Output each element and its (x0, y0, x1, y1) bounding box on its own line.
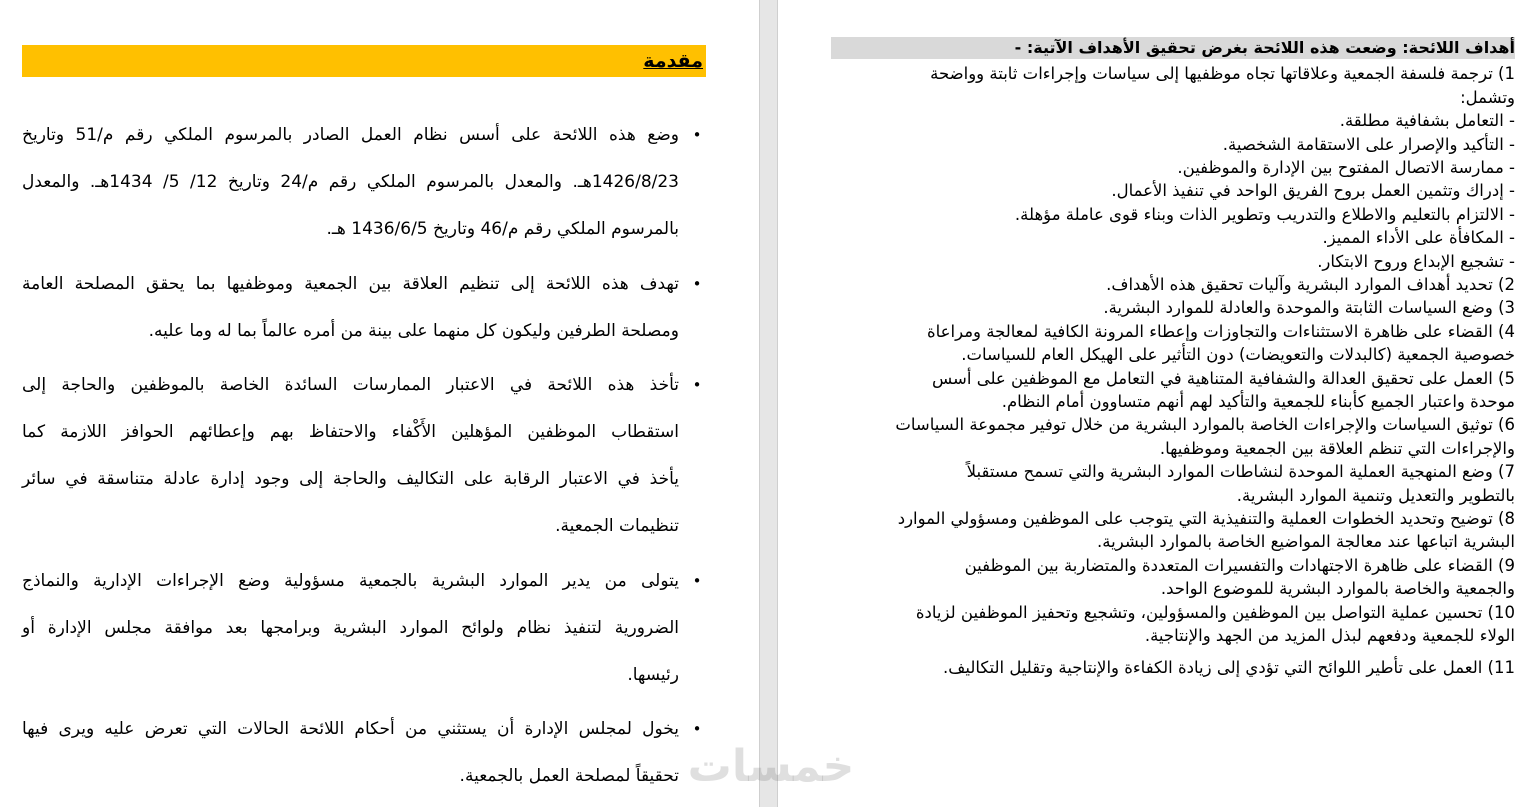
objective-line[interactable]: البشرية اتباعها عند معالجة المواضيع الخاصة بالموارد البشرية. (1097, 532, 1515, 552)
intro-heading-bar[interactable] (22, 45, 706, 77)
objective-line[interactable]: 11) العمل على تأطير اللوائح التي تؤدي إلى زيادة الكفاءة والإنتاجية وتقليل التكاليف. (943, 658, 1515, 678)
bullet-marker: • (692, 720, 702, 738)
objective-item[interactable] (834, 62, 1515, 273)
objective-line[interactable]: والإجراءات التي تنظم العلاقة بين الجمعية وموظفيها. (1159, 438, 1515, 458)
paragraph-line[interactable]: تحقيقاً لمصلحة العمل بالجمعية. (459, 766, 679, 786)
paragraph-line[interactable]: رئيسها. (627, 664, 679, 685)
paragraph-line[interactable]: استقطاب الموظفين المؤهلين الأَكْفاء والاحتفاظ بهم وإعطائهم الحوافز اللازمة كما (22, 422, 679, 442)
objectives-list (834, 62, 1515, 680)
bullet-paragraph[interactable] (22, 362, 702, 550)
objective-item[interactable] (834, 413, 1515, 460)
bullet-marker: • (692, 274, 702, 293)
bullet-paragraph[interactable] (22, 706, 702, 800)
objective-line[interactable]: والجمعية والخاصة بالموارد البشرية للموضوع الواحد. (1160, 579, 1515, 599)
paragraph-line[interactable]: ومصلحة الطرفين وليكون كل منهما على بينة من أمره عالماً بما له وما عليه. (148, 320, 679, 341)
bullet-marker: • (692, 126, 702, 144)
objective-subpoint[interactable]: - تشجيع الإبداع وروح الابتكار. (1317, 251, 1515, 271)
watermark-logo: خمسات (687, 741, 855, 792)
paragraph-line[interactable]: تنظيمات الجمعية. (555, 516, 679, 536)
paragraph-line[interactable]: يأخذ في الاعتبار الرقابة على التكاليف والحاجة إلى وجود إدارة عادلة متناسقة في سائر (22, 469, 679, 489)
objective-line[interactable]: 6) توثيق السياسات والإجراءات الخاصة بالموارد البشرية من خلال توفير مجموعة السياسات (895, 415, 1515, 435)
objective-line[interactable]: 3) وضع السياسات الثابتة والموحدة والعادلة للموارد البشرية. (1103, 298, 1515, 318)
objective-subpoint[interactable]: - الالتزام بالتعليم والاطلاع والتدريب وتطوير الذات وبناء قوى عاملة مؤهلة. (1014, 204, 1515, 224)
objective-subpoint[interactable]: - التعامل بشفافية مطلقة. (1339, 111, 1515, 131)
objective-item[interactable] (834, 367, 1515, 414)
objective-item[interactable] (834, 656, 1515, 679)
objective-line[interactable]: بالتطوير والتعديل وتنمية الموارد البشرية. (1236, 485, 1515, 505)
objective-item[interactable] (834, 460, 1515, 507)
objective-subpoint[interactable]: - ممارسة الاتصال المفتوح بين الإدارة والموظفين. (1177, 157, 1515, 177)
objective-subpoint[interactable]: - إدراك وتثمين العمل بروح الفريق الواحد في تنفيذ الأعمال. (1111, 181, 1515, 201)
objective-line[interactable]: 4) القضاء على ظاهرة الاستثناءات والتجاوزات وإعطاء المرونة الكافية لمعالجة ومراعاة (927, 321, 1515, 341)
objective-line[interactable]: وتشمل: (1460, 87, 1515, 107)
bullet-paragraph[interactable] (22, 261, 702, 355)
paragraph-line[interactable]: وضع هذه اللائحة على أسس نظام العمل الصادر بالمرسوم الملكي رقم م/51 وتاريخ (22, 125, 679, 145)
intro-bullet-list (22, 112, 702, 807)
right-page[interactable] (778, 0, 1539, 807)
paragraph-line[interactable]: تهدف هذه اللائحة إلى تنظيم العلاقة بين الجمعية وموظفيها بما يحقق المصلحة العامة (22, 273, 679, 294)
objectives-heading[interactable]: أهداف اللائحة: وضعت هذه اللائحة بغرض تحقيق الأهداف الآتية: - (1014, 38, 1515, 57)
objective-line[interactable]: 2) تحديد أهداف الموارد البشرية وآليات تحقيق هذه الأهداف. (1106, 274, 1515, 294)
objective-line[interactable]: موحدة واعتبار الجميع كأبناء للجمعية والتأكيد لهم أنهم متساوون أمام النظام. (1001, 391, 1515, 411)
objective-line[interactable]: خصوصية الجمعية (كالبدلات والتعويضات) دون التأثير على الهيكل العام للسياسات. (961, 345, 1515, 365)
bullet-paragraph[interactable] (22, 558, 702, 699)
bullet-marker: • (692, 376, 702, 394)
objective-subpoint[interactable]: - المكافأة على الأداء المميز. (1322, 228, 1515, 248)
objective-line[interactable]: 8) توضيح وتحديد الخطوات العملية والتنفيذية التي يتوجب على الموظفين ومسؤولي الموارد (897, 509, 1515, 529)
objective-item[interactable] (834, 554, 1515, 601)
objective-item[interactable] (834, 296, 1515, 319)
objective-line[interactable]: الولاء للجمعية ودفعهم لبذل المزيد من الجهد والإنتاجية. (1144, 626, 1515, 646)
objective-subpoint[interactable]: - التأكيد والإصرار على الاستقامة الشخصية. (1222, 134, 1515, 154)
paragraph-line[interactable]: 1426/8/23هـ. والمعدل بالمرسوم الملكي رقم م/24 وتاريخ 12/ 5/ 1434هـ. والمعدل (22, 172, 679, 192)
left-page[interactable] (0, 0, 759, 807)
objective-item[interactable] (834, 507, 1515, 554)
objective-line[interactable]: 5) العمل على تحقيق العدالة والشفافية المتناهية في التعامل مع الموظفين على أسس (932, 368, 1515, 388)
paragraph-line[interactable]: يخول لمجلس الإدارة أن يستثني من أحكام اللائحة الحالات التي تعرض عليه ويرى فيها (22, 719, 679, 739)
objective-item[interactable] (834, 601, 1515, 648)
objectives-heading-bar[interactable] (831, 37, 1515, 59)
bullet-paragraph[interactable] (22, 112, 702, 253)
objective-line[interactable]: 9) القضاء على ظاهرة الاجتهادات والتفسيرات المتعددة والمتضاربة بين الموظفين (964, 555, 1515, 575)
paragraph-line[interactable]: الضرورية لتنفيذ نظام ولوائح الموارد البشرية وبرامجها بعد موافقة مجلس الإدارة أو (22, 617, 679, 638)
paragraph-line[interactable]: تأخذ هذه اللائحة في الاعتبار الممارسات السائدة الخاصة بالموظفين والحاجة إلى (22, 375, 679, 395)
paragraph-line[interactable]: يتولى من يدير الموارد البشرية بالجمعية مسؤولية وضع الإجراءات الإدارية والنماذج (22, 570, 679, 591)
bullet-marker: • (692, 571, 702, 590)
page-gutter (759, 0, 778, 807)
objective-item[interactable] (834, 320, 1515, 367)
objective-line[interactable]: 10) تحسين عملية التواصل بين الموظفين والمسؤولين، وتشجيع وتحفيز الموظفين لزيادة (915, 602, 1515, 622)
objective-line[interactable]: 7) وضع المنهجية العملية الموحدة لنشاطات الموارد البشرية والتي تسمح مستقبلاً (966, 462, 1515, 482)
objective-item[interactable] (834, 273, 1515, 296)
intro-heading[interactable]: مقدمة (643, 50, 703, 72)
objective-line[interactable]: 1) ترجمة فلسفة الجمعية وعلاقاتها تجاه موظفيها إلى سياسات وإجراءات ثابتة وواضحة (930, 64, 1515, 84)
paragraph-line[interactable]: بالمرسوم الملكي رقم م/46 وتاريخ 1436/6/5 هـ. (326, 219, 679, 239)
